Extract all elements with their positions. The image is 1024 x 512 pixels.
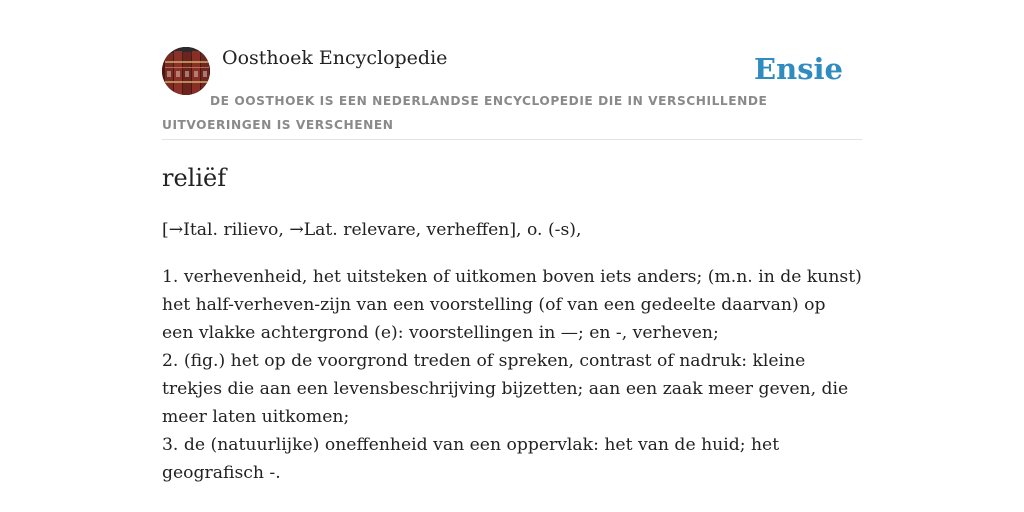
definition-sense-2: 2. (fig.) het op de voorgrond treden of spreken, contrast of nadruk: kleine trekjes die aan een levensbeschrijving bijzetten; aan een zaak meer geven, die meer laten uitkomen; [162,351,849,427]
entry-etymology: [→Ital. rilievo, →Lat. relevare, verheffen], o. (-s), [162,220,582,240]
site-tagline: DE OOSTHOEK IS EEN NEDERLANDSE ENCYCLOPEDIE DIE IN VERSCHILLENDE UITVOERINGEN IS VERSCHENEN [162,94,768,132]
site-header [162,0,862,140]
encyclopedia-books-icon[interactable] [162,47,210,95]
entry-definition [162,263,862,487]
page-container [162,0,862,483]
entry-title: reliëf [162,164,227,192]
brand-logo[interactable]: Ensie [754,52,843,86]
definition-sense-3: 3. de (natuurlijke) oneffenheid van een oppervlak: het van de huid; het geografisch -. [162,435,780,483]
site-name[interactable]: Oosthoek Encyclopedie [222,47,448,69]
definition-sense-1: 1. verhevenheid, het uitsteken of uitkomen boven iets anders; (m.n. in de kunst) het half-verheven-zijn van een voorstelling (of van een gedeelte daarvan) op een vlakke achtergrond (e): voorstellingen in —; en -, verheven; [162,267,862,343]
